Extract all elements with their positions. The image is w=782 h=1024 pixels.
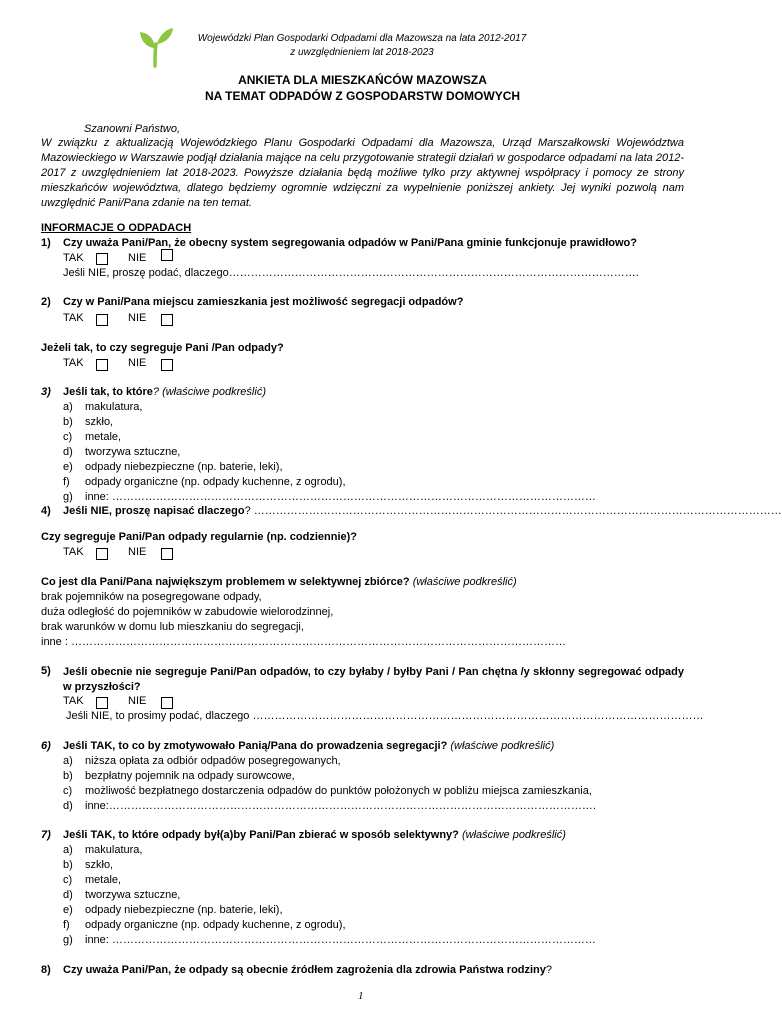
- q8-question-mark: ?: [545, 964, 553, 976]
- q2b-text: Jeżeli tak, to czy segreguje Pani /Pan odpady?: [41, 342, 284, 354]
- q4b-text: Czy segreguje Pani/Pan odpady regularnie (np. codziennie)?: [41, 531, 358, 543]
- q3-option[interactable]: [63, 416, 113, 428]
- q5-text: Jeśli obecnie nie segreguje Pani/Pan odpadów, to czy byłaby / byłby Pani / Pan chętna /y skłonny segregować odpady w przyszłości?: [63, 666, 684, 693]
- q4b-no-label: NIE: [128, 546, 147, 558]
- q6-option[interactable]: [63, 755, 341, 767]
- q7-option[interactable]: [63, 919, 346, 931]
- q7-option-letter: e): [63, 904, 73, 916]
- q3-option-text: metale,: [85, 431, 122, 443]
- q8-number: 8): [41, 964, 51, 976]
- q5-yes-label: TAK: [63, 695, 84, 707]
- q6-option[interactable]: [63, 785, 592, 797]
- q2-text: Czy w Pani/Pana miejscu zamieszkania jest możliwość segregacji odpadów?: [63, 296, 464, 308]
- q3-option[interactable]: [63, 461, 283, 473]
- q5-no-label: NIE: [128, 695, 147, 707]
- q4b-no-checkbox[interactable]: [161, 548, 173, 560]
- section-heading: INFORMACJE O ODPADACH: [41, 222, 192, 234]
- q8-text: [63, 964, 552, 976]
- q3-option-text: makulatura,: [85, 401, 143, 413]
- q7-option-letter: b): [63, 859, 73, 871]
- q6-option-letter: c): [63, 785, 73, 797]
- q3-option[interactable]: [63, 431, 121, 443]
- q3-option-letter: c): [63, 431, 73, 443]
- q1-no-label: NIE: [128, 252, 147, 264]
- q6-option[interactable]: [63, 770, 295, 782]
- q2-no-checkbox[interactable]: [161, 314, 173, 326]
- q6-option-text: bezpłatny pojemnik na odpady surowcowe,: [85, 770, 295, 782]
- q1-followup: Jeśli NIE, proszę podać, dlaczego………………………………………………………………………………………………….: [63, 267, 639, 279]
- q6-option-text: niższa opłata za odbiór odpadów posegregowanych,: [85, 755, 341, 767]
- q3-option[interactable]: [63, 446, 180, 458]
- q3-option-text: inne: ……………………………………………………………………………………………………………………: [85, 491, 596, 503]
- q1-yes-checkbox[interactable]: [96, 253, 108, 265]
- q7-option[interactable]: [63, 904, 283, 916]
- q7-option-text: odpady niebezpieczne (np. baterie, leki),: [85, 904, 283, 916]
- q3-option-text: szkło,: [85, 416, 114, 428]
- q6-option-letter: a): [63, 755, 73, 767]
- q3-question: Jeśli tak, to które: [63, 386, 153, 398]
- q4b-yes-checkbox[interactable]: [96, 548, 108, 560]
- q3-hint: (właściwe podkreślić): [162, 386, 266, 398]
- q6-option-letter: b): [63, 770, 73, 782]
- q2b-no-checkbox[interactable]: [161, 359, 173, 371]
- q7-option-text: metale,: [85, 874, 122, 886]
- greeting: Szanowni Państwo,: [84, 123, 180, 135]
- q7-option[interactable]: [63, 844, 142, 856]
- q6-text: [63, 740, 554, 752]
- q3-option-text: tworzywa sztuczne,: [85, 446, 181, 458]
- q1-no-checkbox[interactable]: [161, 249, 173, 261]
- q4c-option[interactable]: brak pojemników na posegregowane odpady,: [41, 591, 262, 603]
- q4-number: 4): [41, 505, 51, 517]
- q3-text: [63, 386, 266, 398]
- q5-number: 5): [41, 665, 51, 677]
- document-header: [162, 32, 562, 60]
- q2b-yes-label: TAK: [63, 357, 84, 369]
- q7-option[interactable]: [63, 874, 121, 886]
- q3-option-text: odpady niebezpieczne (np. baterie, leki),: [85, 461, 283, 473]
- q8-question: Czy uważa Pani/Pan, że odpady są obecnie źródłem zagrożenia dla zdrowia Państwa rodziny: [63, 964, 546, 976]
- q6-option-text: inne:…………………………………………………………………………………………………………………….: [85, 800, 596, 812]
- q6-hint: (właściwe podkreślić): [450, 740, 555, 752]
- q5-no-checkbox[interactable]: [161, 697, 173, 709]
- q2-number: 2): [41, 296, 51, 308]
- q6-question: Jeśli TAK, to co by zmotywowało Panią/Pana do prowadzenia segregacji?: [63, 740, 448, 752]
- q5-followup: Jeśli NIE, to prosimy podać, dlaczego ……………………………………………………………………………………………………………: [66, 710, 704, 722]
- q4c-hint: (właściwe podkreślić): [412, 576, 517, 588]
- q3-option-letter: b): [63, 416, 73, 428]
- q4-answer-line[interactable]: ? ………………………………………………………………………………………………………………………………: [244, 505, 782, 517]
- q3-option[interactable]: [63, 491, 596, 503]
- q7-option[interactable]: [63, 934, 596, 946]
- q6-option-letter: d): [63, 800, 73, 812]
- q3-option-letter: a): [63, 401, 73, 413]
- q6-option[interactable]: [63, 800, 596, 812]
- q4b-yes-label: TAK: [63, 546, 84, 558]
- q3-option[interactable]: [63, 401, 142, 413]
- q4c-question: Co jest dla Pani/Pana największym problemem w selektywnej zbiórce?: [41, 576, 410, 588]
- q1-number: 1): [41, 237, 51, 249]
- q7-option-letter: f): [63, 919, 70, 931]
- q7-question: Jeśli TAK, to które odpady był(a)by Pani/Pan zbierać w sposób selektywny?: [63, 829, 459, 841]
- q6-option-text: możliwość bezpłatnego dostarczenia odpadów do punktów położonych w pobliżu miejsca zamieszkania,: [85, 785, 592, 797]
- q7-option[interactable]: [63, 859, 113, 871]
- q3-option-letter: f): [63, 476, 70, 488]
- q3-option[interactable]: [63, 476, 346, 488]
- q7-option-letter: g): [63, 934, 73, 946]
- q7-option-letter: a): [63, 844, 73, 856]
- q6-number: 6): [41, 740, 51, 752]
- q7-option-text: szkło,: [85, 859, 114, 871]
- q7-option-text: odpady organiczne (np. odpady kuchenne, z ogrodu),: [85, 919, 346, 931]
- q3-question-mark: ?: [152, 386, 159, 398]
- q2b-yes-checkbox[interactable]: [96, 359, 108, 371]
- q7-option-letter: c): [63, 874, 73, 886]
- q7-option-letter: d): [63, 889, 73, 901]
- q5-yes-checkbox[interactable]: [96, 697, 108, 709]
- header-line-1: Wojewódzki Plan Gospodarki Odpadami dla Mazowsza na lata 2012-2017: [197, 33, 527, 44]
- q2-yes-checkbox[interactable]: [96, 314, 108, 326]
- q2-yes-label: TAK: [63, 312, 84, 324]
- page-number: 1: [358, 990, 364, 1002]
- q3-option-letter: d): [63, 446, 73, 458]
- document-title-line-1: ANKIETA DLA MIESZKAŃCÓW MAZOWSZA: [238, 73, 487, 87]
- q4c-option[interactable]: duża odległość do pojemników w zabudowie wielorodzinnej,: [41, 606, 334, 618]
- header-line-2: z uwzględnieniem lat 2018-2023: [290, 47, 434, 58]
- q7-option-text: tworzywa sztuczne,: [85, 889, 181, 901]
- q7-option-text: inne: ……………………………………………………………………………………………………………………: [85, 934, 596, 946]
- q4c-option[interactable]: brak warunków w domu lub mieszkaniu do segregacji,: [41, 621, 304, 633]
- q7-option[interactable]: [63, 889, 180, 901]
- q4c-option[interactable]: inne : ………………………………………………………………………………………………………………………: [41, 636, 566, 648]
- q7-hint: (właściwe podkreślić): [461, 829, 566, 841]
- q4-question: Jeśli NIE, proszę napisać dlaczego: [63, 505, 245, 517]
- q2b-no-label: NIE: [128, 357, 147, 369]
- q7-text: [63, 829, 566, 841]
- q7-option-text: makulatura,: [85, 844, 143, 856]
- q4c-text: [41, 576, 517, 588]
- q3-number: 3): [41, 386, 51, 398]
- q4-text: [63, 505, 782, 517]
- q3-option-letter: g): [63, 491, 73, 503]
- q1-yes-label: TAK: [63, 252, 84, 264]
- q1-text: Czy uważa Pani/Pan, że obecny system segregowania odpadów w Pani/Pana gminie funkcjonuje prawidłowo?: [63, 237, 637, 249]
- q3-option-text: odpady organiczne (np. odpady kuchenne, z ogrodu),: [85, 476, 346, 488]
- q7-number: 7): [41, 829, 51, 841]
- document-title-line-2: NA TEMAT ODPADÓW Z GOSPODARSTW DOMOWYCH: [204, 89, 521, 103]
- q3-option-letter: e): [63, 461, 73, 473]
- intro-paragraph: W związku z aktualizacją Wojewódzkiego Planu Gospodarki Odpadami dla Mazowsza, Urząd Marszałkowski Województwa Mazowieckiego w Warszawie podjął działania mające na celu przygotowanie strategii działań w gospodarce odpadami na lata 2012-2017 z uwzględnieniem lat 2018-2023. Powyższe działania będą możliwe tylko przy aktywnej współpracy i pomocy ze strony mieszkańców województwa, dlatego będziemy ogromnie wdzięczni za wypełnienie poniższej ankiety. Jej wyniki pozwolą nam uwzględnić Pani/Pana zdanie na ten temat.: [41, 137, 684, 209]
- q2-no-label: NIE: [128, 312, 147, 324]
